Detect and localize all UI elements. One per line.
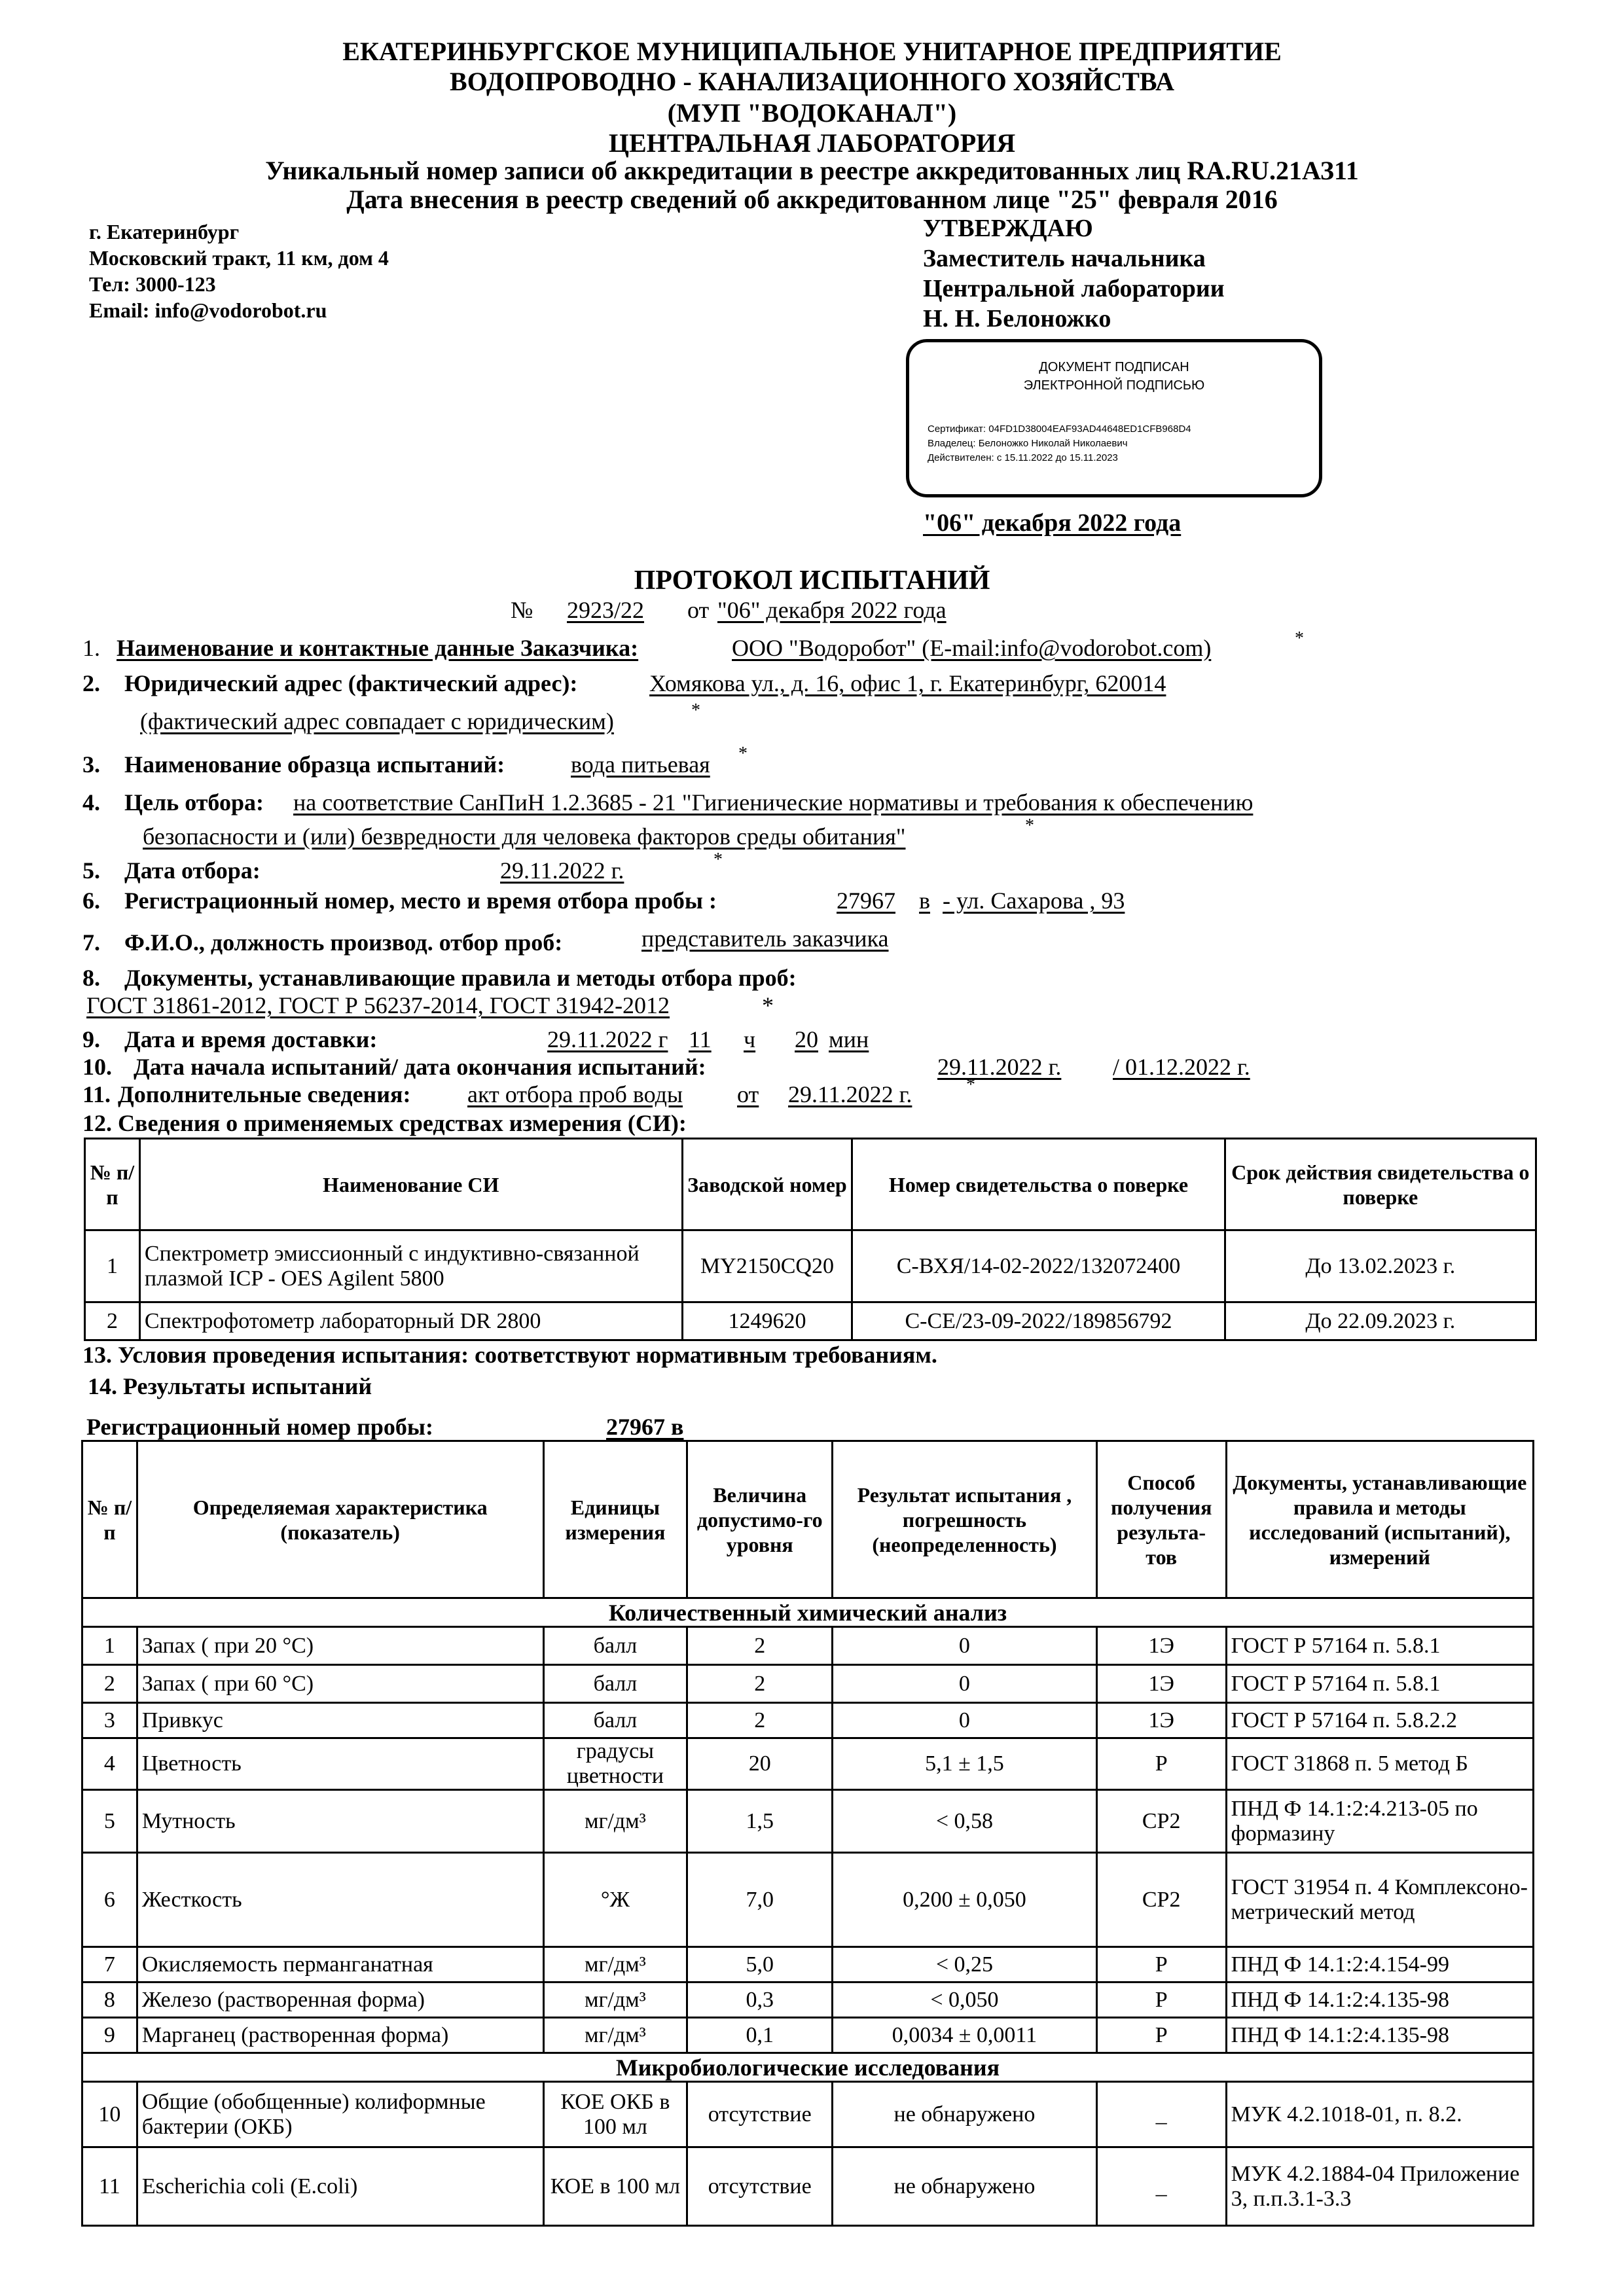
field-6-number: 6. — [82, 888, 100, 914]
field-8-label: Документы, устанавливающие правила и методы отбора проб: — [124, 965, 797, 991]
field-6-reg-number: 27967 — [837, 888, 895, 914]
result-row-characteristic: Привкус — [137, 1703, 543, 1738]
result-row-result: < 0,050 — [833, 1982, 1097, 2018]
field-8-value: ГОСТ 31861-2012, ГОСТ Р 56237-2014, ГОСТ 31942-2012 — [86, 992, 670, 1018]
results-header-number: № п/п — [82, 1441, 137, 1598]
footnote-star: * — [1025, 816, 1034, 836]
sample-number-label: Регистрационный номер пробы: — [86, 1414, 433, 1440]
result-row-number: 2 — [82, 1665, 137, 1703]
si-row-name: Спектрометр эмиссионный с индуктивно-связанной плазмой ICP - OES Agilent 5800 — [139, 1230, 682, 1302]
table-row — [82, 2147, 1534, 2226]
field-10-end: / 01.12.2022 г. — [1113, 1054, 1250, 1080]
protocol-date: "06" декабря 2022 года — [717, 597, 947, 623]
result-row-result: < 0,58 — [833, 1790, 1097, 1853]
result-row-limit: отсутствие — [687, 2147, 833, 2226]
result-row-method: Р — [1096, 2018, 1226, 2053]
org-short-name: (МУП "ВОДОКАНАЛ") — [667, 98, 957, 128]
protocol-title: ПРОТОКОЛ ИСПЫТАНИЙ — [634, 565, 990, 596]
field-3-label: Наименование образца испытаний: — [124, 751, 505, 778]
section-13-title: 13. Условия проведения испытания: соответствуют нормативным требованиям. — [82, 1342, 937, 1368]
result-row-number: 7 — [82, 1947, 137, 1982]
result-row-document: МУК 4.2.1018-01, п. 8.2. — [1226, 2082, 1533, 2147]
results-header-row — [82, 1441, 1534, 1598]
result-row-document: ПНД Ф 14.1:2:4.135-98 — [1226, 2018, 1533, 2053]
result-row-result: 0 — [833, 1665, 1097, 1703]
results-header-result: Результат испытания , погрешность (неопределенность) — [833, 1441, 1097, 1598]
results-table — [81, 1440, 1534, 2227]
table-row — [82, 1790, 1534, 1853]
table-row — [82, 1982, 1534, 2018]
result-row-method: _ — [1096, 2147, 1226, 2226]
result-row-unit: КОЕ в 100 мл — [543, 2147, 687, 2226]
si-row-serial: MY2150CQ20 — [682, 1230, 852, 1302]
approval-position-1: Заместитель начальника — [923, 245, 1206, 272]
results-header-units: Единицы измерения — [543, 1441, 687, 1598]
result-row-method: СР2 — [1096, 1790, 1226, 1853]
field-9-minutes: 20 — [795, 1026, 818, 1052]
contact-phone: Тел: 3000-123 — [89, 272, 216, 296]
protocol-number-label: № — [511, 597, 533, 623]
footnote-star: * — [738, 744, 748, 764]
field-2-number: 2. — [82, 670, 100, 696]
result-row-limit: 2 — [687, 1665, 833, 1703]
result-row-number: 4 — [82, 1738, 137, 1790]
field-4-value: на соответствие СанПиН 1.2.3685 - 21 "Гигиенические нормативы и требования к обеспечению — [293, 789, 1254, 816]
section-12-title: 12. Сведения о применяемых средствах измерения (СИ): — [82, 1110, 687, 1136]
section-row — [82, 2053, 1534, 2082]
result-row-limit: 2 — [687, 1703, 833, 1738]
field-10-start: 29.11.2022 г. — [937, 1054, 1062, 1080]
si-row-serial: 1249620 — [682, 1302, 852, 1340]
field-3-number: 3. — [82, 751, 100, 778]
results-header-characteristic: Определяемая характеристика (показатель) — [137, 1441, 543, 1598]
section-microbiology: Микробиологические исследования — [82, 2053, 1534, 2082]
protocol-from-label: от — [687, 597, 710, 623]
field-10-label: Дата начала испытаний/ дата окончания испытаний: — [134, 1054, 706, 1080]
field-11-from: от — [737, 1081, 759, 1107]
table-row — [82, 1853, 1534, 1947]
result-row-number: 3 — [82, 1703, 137, 1738]
result-row-limit: 2 — [687, 1627, 833, 1665]
field-4-value-2: безопасности и (или) безвредности для человека факторов среды обитания" — [143, 823, 906, 850]
result-row-characteristic: Марганец (растворенная форма) — [137, 2018, 543, 2053]
result-row-document: ПНД Ф 14.1:2:4.213-05 по формазину — [1226, 1790, 1533, 1853]
field-7-label: Ф.И.О., должность производ. отбор проб: — [124, 929, 563, 956]
approval-date: "06" декабря 2022 года — [923, 509, 1182, 537]
result-row-document: ПНД Ф 14.1:2:4.135-98 — [1226, 1982, 1533, 2018]
stamp-valid: Действителен: с 15.11.2022 до 15.11.2023 — [928, 452, 1118, 463]
si-table-header-row — [85, 1139, 1536, 1230]
result-row-unit: КОЕ ОКБ в 100 мл — [543, 2082, 687, 2147]
result-row-method: СР2 — [1096, 1853, 1226, 1947]
result-row-result: 0,0034 ± 0,0011 — [833, 2018, 1097, 2053]
result-row-characteristic: Железо (растворенная форма) — [137, 1982, 543, 2018]
result-row-result: не обнаружено — [833, 2147, 1097, 2226]
section-row — [82, 1598, 1534, 1627]
result-row-result: не обнаружено — [833, 2082, 1097, 2147]
field-10-number: 10. — [82, 1054, 112, 1080]
results-header-limit: Величина допустимо-го уровня — [687, 1441, 833, 1598]
si-row-certificate: С-ВХЯ/14-02-2022/132072400 — [852, 1230, 1225, 1302]
table-row — [85, 1230, 1536, 1302]
result-row-method: Р — [1096, 1738, 1226, 1790]
result-row-unit: градусы цветности — [543, 1738, 687, 1790]
field-6-label: Регистрационный номер, место и время отбора пробы : — [124, 888, 717, 914]
result-row-document: ГОСТ Р 57164 п. 5.8.2.2 — [1226, 1703, 1533, 1738]
protocol-number: 2923/22 — [567, 597, 645, 623]
field-11-value: акт отбора проб воды — [467, 1081, 683, 1107]
result-row-characteristic: Окисляемость перманганатная — [137, 1947, 543, 1982]
result-row-unit: мг/дм³ — [543, 2018, 687, 2053]
table-row — [85, 1302, 1536, 1340]
results-header-documents: Документы, устанавливающие правила и методы исследований (испытаний), измерений — [1226, 1441, 1533, 1598]
result-row-unit: балл — [543, 1665, 687, 1703]
lab-name: ЦЕНТРАЛЬНАЯ ЛАБОРАТОРИЯ — [608, 128, 1016, 158]
field-11-label: Дополнительные сведения: — [118, 1081, 411, 1107]
field-1-label: Наименование и контактные данные Заказчика: — [117, 635, 639, 661]
si-row-name: Спектрофотометр лабораторный DR 2800 — [139, 1302, 682, 1340]
footnote-star: * — [1295, 628, 1304, 649]
result-row-number: 5 — [82, 1790, 137, 1853]
result-row-unit: мг/дм³ — [543, 1947, 687, 1982]
org-name-line1: ЕКАТЕРИНБУРГСКОЕ МУНИЦИПАЛЬНОЕ УНИТАРНОЕ ПРЕДПРИЯТИЕ — [342, 37, 1282, 66]
field-9-hour: 11 — [689, 1026, 712, 1052]
result-row-unit: мг/дм³ — [543, 1790, 687, 1853]
footnote-star: * — [966, 1075, 975, 1095]
table-row — [82, 2082, 1534, 2147]
table-row — [82, 1947, 1534, 1982]
si-header-name: Наименование СИ — [139, 1139, 682, 1230]
result-row-characteristic: Запах ( при 20 °С) — [137, 1627, 543, 1665]
field-4-label: Цель отбора: — [124, 789, 264, 816]
field-6-reg-letter: в — [919, 888, 930, 914]
contact-address: Московский тракт, 11 км, дом 4 — [89, 246, 389, 270]
result-row-limit: 0,1 — [687, 2018, 833, 2053]
table-row — [82, 2018, 1534, 2053]
result-row-result: 0,200 ± 0,050 — [833, 1853, 1097, 1947]
result-row-characteristic: Запах ( при 60 °С) — [137, 1665, 543, 1703]
result-row-unit: мг/дм³ — [543, 1982, 687, 2018]
footnote-star: * — [713, 850, 723, 870]
result-row-document: МУК 4.2.1884-04 Приложение 3, п.п.3.1-3.3 — [1226, 2147, 1533, 2226]
si-header-certificate: Номер свидетельства о поверке — [852, 1139, 1225, 1230]
section-14-title: 14. Результаты испытаний — [88, 1373, 372, 1399]
field-2-value: Хомякова ул., д. 16, офис 1, г. Екатеринбург, 620014 — [649, 670, 1166, 696]
result-row-result: 0 — [833, 1703, 1097, 1738]
field-7-number: 7. — [82, 929, 100, 956]
result-row-method: _ — [1096, 2082, 1226, 2147]
field-1-value: ООО "Водоробот" (E-mail:info@vodorobot.com) — [732, 635, 1212, 661]
field-5-value: 29.11.2022 г. — [500, 857, 624, 884]
stamp-line-2: ЭЛЕКТРОННОЙ ПОДПИСЬЮ — [1023, 378, 1205, 393]
result-row-characteristic: Цветность — [137, 1738, 543, 1790]
stamp-owner: Владелец: Белоножко Николай Николаевич — [928, 438, 1128, 449]
field-5-label: Дата отбора: — [124, 857, 261, 884]
field-11-date: 29.11.2022 г. — [788, 1081, 912, 1107]
result-row-document: ГОСТ 31954 п. 4 Комплексоно-метрический метод — [1226, 1853, 1533, 1947]
result-row-unit: °Ж — [543, 1853, 687, 1947]
result-row-characteristic: Жесткость — [137, 1853, 543, 1947]
contact-city: г. Екатеринбург — [89, 220, 240, 243]
result-row-limit: 20 — [687, 1738, 833, 1790]
result-row-method: 1Э — [1096, 1627, 1226, 1665]
result-row-document: ГОСТ Р 57164 п. 5.8.1 — [1226, 1665, 1533, 1703]
result-row-characteristic: Общие (обобщенные) колиформные бактерии (ОКБ) — [137, 2082, 543, 2147]
field-2-label: Юридический адрес (фактический адрес): — [124, 670, 578, 696]
field-9-label: Дата и время доставки: — [124, 1026, 378, 1052]
si-header-number: № п/п — [85, 1139, 140, 1230]
result-row-method: Р — [1096, 1947, 1226, 1982]
field-11-number: 11. — [82, 1081, 111, 1107]
si-row-validity: До 13.02.2023 г. — [1225, 1230, 1536, 1302]
result-row-number: 9 — [82, 2018, 137, 2053]
field-4-number: 4. — [82, 789, 100, 816]
result-row-unit: балл — [543, 1627, 687, 1665]
result-row-method: 1Э — [1096, 1703, 1226, 1738]
accreditation-number: Уникальный номер записи об аккредитации в реестре аккредитованных лиц RA.RU.21АЗ11 — [265, 156, 1359, 185]
si-header-serial: Заводской номер — [682, 1139, 852, 1230]
result-row-limit: 7,0 — [687, 1853, 833, 1947]
result-row-unit: балл — [543, 1703, 687, 1738]
org-name-line2: ВОДОПРОВОДНО - КАНАЛИЗАЦИОННОГО ХОЗЯЙСТВА — [450, 67, 1174, 96]
table-row — [82, 1703, 1534, 1738]
footnote-star: * — [691, 700, 700, 721]
accreditation-date: Дата внесения в реестр сведений об аккредитованном лице "25" февраля 2016 — [346, 185, 1278, 214]
si-row-number: 2 — [85, 1302, 140, 1340]
result-row-limit: отсутствие — [687, 2082, 833, 2147]
result-row-limit: 5,0 — [687, 1947, 833, 1982]
result-row-limit: 1,5 — [687, 1790, 833, 1853]
field-6-place: - ул. Сахарова , 93 — [943, 888, 1125, 914]
result-row-document: ГОСТ Р 57164 п. 5.8.1 — [1226, 1627, 1533, 1665]
approval-name: Н. Н. Белоножко — [923, 305, 1111, 332]
field-1-number: 1. — [82, 635, 100, 661]
result-row-characteristic: Escherichia coli (E.coli) — [137, 2147, 543, 2226]
field-8-number: 8. — [82, 965, 100, 991]
approval-position-2: Центральной лаборатории — [923, 275, 1225, 302]
field-9-minutes-unit: мин — [829, 1026, 869, 1052]
table-row — [82, 1665, 1534, 1703]
result-row-characteristic: Мутность — [137, 1790, 543, 1853]
section-chemical-analysis: Количественный химический анализ — [82, 1598, 1534, 1627]
result-row-number: 8 — [82, 1982, 137, 2018]
result-row-result: 0 — [833, 1627, 1097, 1665]
sample-number: 27967 в — [606, 1414, 684, 1440]
footnote-star: * — [762, 992, 774, 1018]
field-3-value: вода питьевая — [571, 751, 710, 778]
si-header-validity: Срок действия свидетельства о поверке — [1225, 1139, 1536, 1230]
field-9-date: 29.11.2022 г — [547, 1026, 668, 1052]
field-2-value-2: (фактический адрес совпадает с юридическим) — [140, 708, 614, 734]
result-row-number: 1 — [82, 1627, 137, 1665]
stamp-line-1: ДОКУМЕНТ ПОДПИСАН — [1039, 360, 1189, 374]
result-row-method: Р — [1096, 1982, 1226, 2018]
field-9-number: 9. — [82, 1026, 100, 1052]
result-row-method: 1Э — [1096, 1665, 1226, 1703]
results-header-method: Способ получения результа-тов — [1096, 1441, 1226, 1598]
table-row — [82, 1627, 1534, 1665]
si-row-certificate: С-СЕ/23-09-2022/189856792 — [852, 1302, 1225, 1340]
measuring-instruments-table — [84, 1138, 1537, 1341]
result-row-limit: 0,3 — [687, 1982, 833, 2018]
si-row-number: 1 — [85, 1230, 140, 1302]
field-5-number: 5. — [82, 857, 100, 884]
result-row-document: ГОСТ 31868 п. 5 метод Б — [1226, 1738, 1533, 1790]
result-row-result: < 0,25 — [833, 1947, 1097, 1982]
result-row-document: ПНД Ф 14.1:2:4.154-99 — [1226, 1947, 1533, 1982]
si-row-validity: До 22.09.2023 г. — [1225, 1302, 1536, 1340]
result-row-number: 10 — [82, 2082, 137, 2147]
field-7-value: представитель заказчика — [641, 925, 889, 952]
approval-title: УТВЕРЖДАЮ — [923, 215, 1093, 242]
field-9-hour-unit: ч — [744, 1026, 756, 1052]
result-row-number: 6 — [82, 1853, 137, 1947]
result-row-number: 11 — [82, 2147, 137, 2226]
stamp-certificate: Сертификат: 04FD1D38004EAF93AD44648ED1CFB968D4 — [928, 423, 1191, 435]
table-row — [82, 1738, 1534, 1790]
contact-email: Email: info@vodorobot.ru — [89, 298, 327, 322]
result-row-result: 5,1 ± 1,5 — [833, 1738, 1097, 1790]
electronic-signature-stamp — [906, 339, 1322, 497]
